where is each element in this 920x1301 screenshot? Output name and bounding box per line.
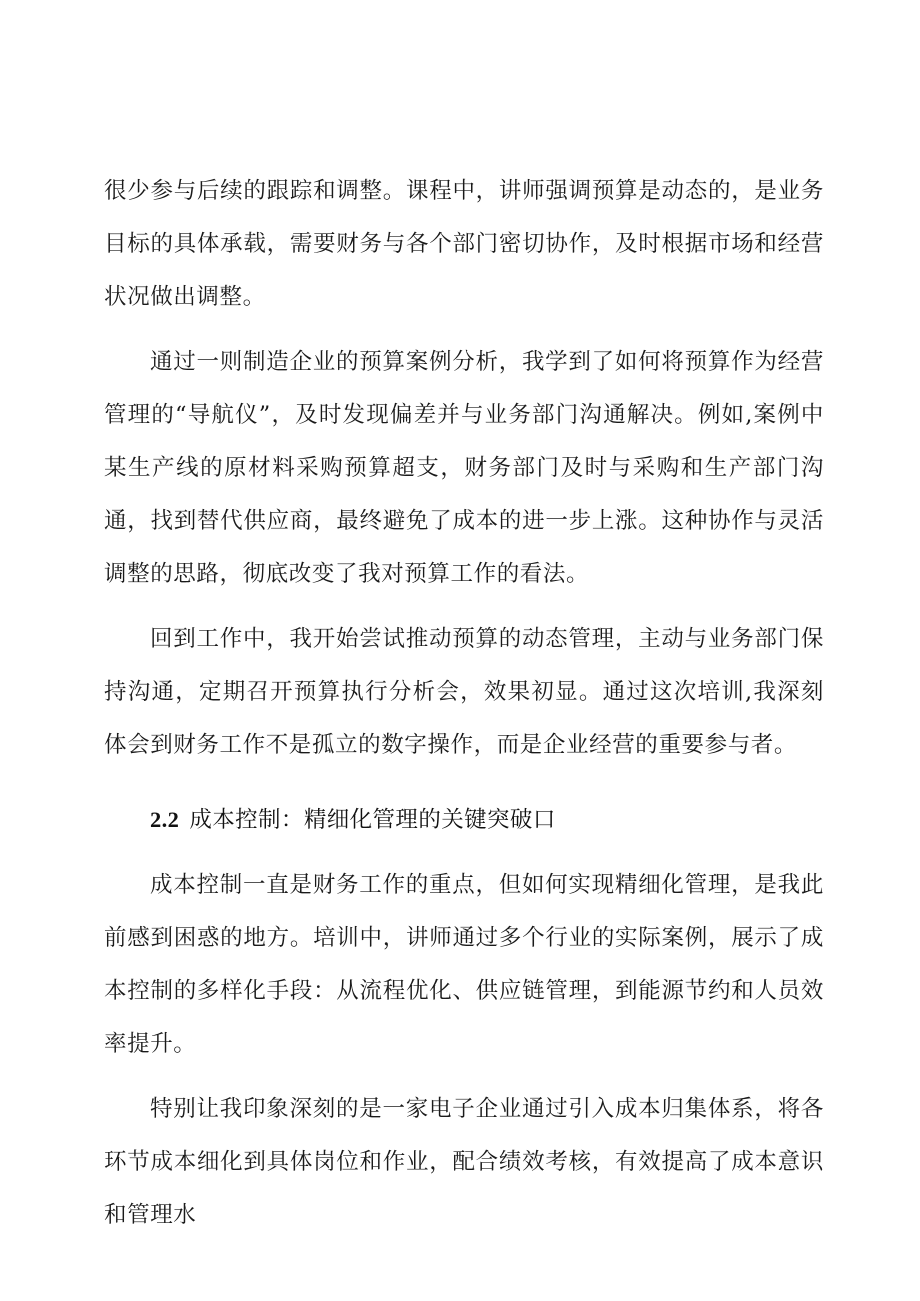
section-title: 成本控制：精细化管理的关键突破口 bbox=[189, 807, 556, 833]
section-heading bbox=[104, 793, 824, 847]
paragraph-cost-control: 成本控制一直是财务工作的重点，但如何实现精细化管理，是我此前感到困惑的地方。培训中，讲师通过多个行业的实际案例，展示了成本控制的多样化手段：从流程优化、供应链管理，到能源节约和人员效率提升。 bbox=[104, 872, 824, 1057]
paragraph-continued: 很少参与后续的跟踪和调整。课程中，讲师强调预算是动态的，是业务目标的具体承载，需要财务与各个部门密切协作，及时根据市场和经营状况做出调整。 bbox=[104, 178, 824, 310]
section-number: 2.2 bbox=[150, 807, 180, 832]
paragraph-budget-case: 通过一则制造企业的预算案例分析，我学到了如何将预算作为经营管理的“导航仪”，及时发现偏差并与业务部门沟通解决。例如,案例中某生产线的原材料采购预算超支，财务部门及时与采购和生产部门沟通，找到替代供应商，最终避免了成本的进一步上涨。这种协作与灵活调整的思路，彻底改变了我对预算工作的看法。 bbox=[104, 349, 824, 587]
paragraph-electronics-case: 特别让我印象深刻的是一家电子企业通过引入成本归集体系，将各环节成本细化到具体岗位和作业，配合绩效考核，有效提高了成本意识和管理水 bbox=[104, 1096, 824, 1228]
paragraph-work-practice: 回到工作中，我开始尝试推动预算的动态管理，主动与业务部门保持沟通，定期召开预算执行分析会，效果初显。通过这次培训,我深刻体会到财务工作不是孤立的数字操作，而是企业经营的重要参与者。 bbox=[104, 626, 824, 758]
document-body bbox=[104, 165, 824, 1242]
